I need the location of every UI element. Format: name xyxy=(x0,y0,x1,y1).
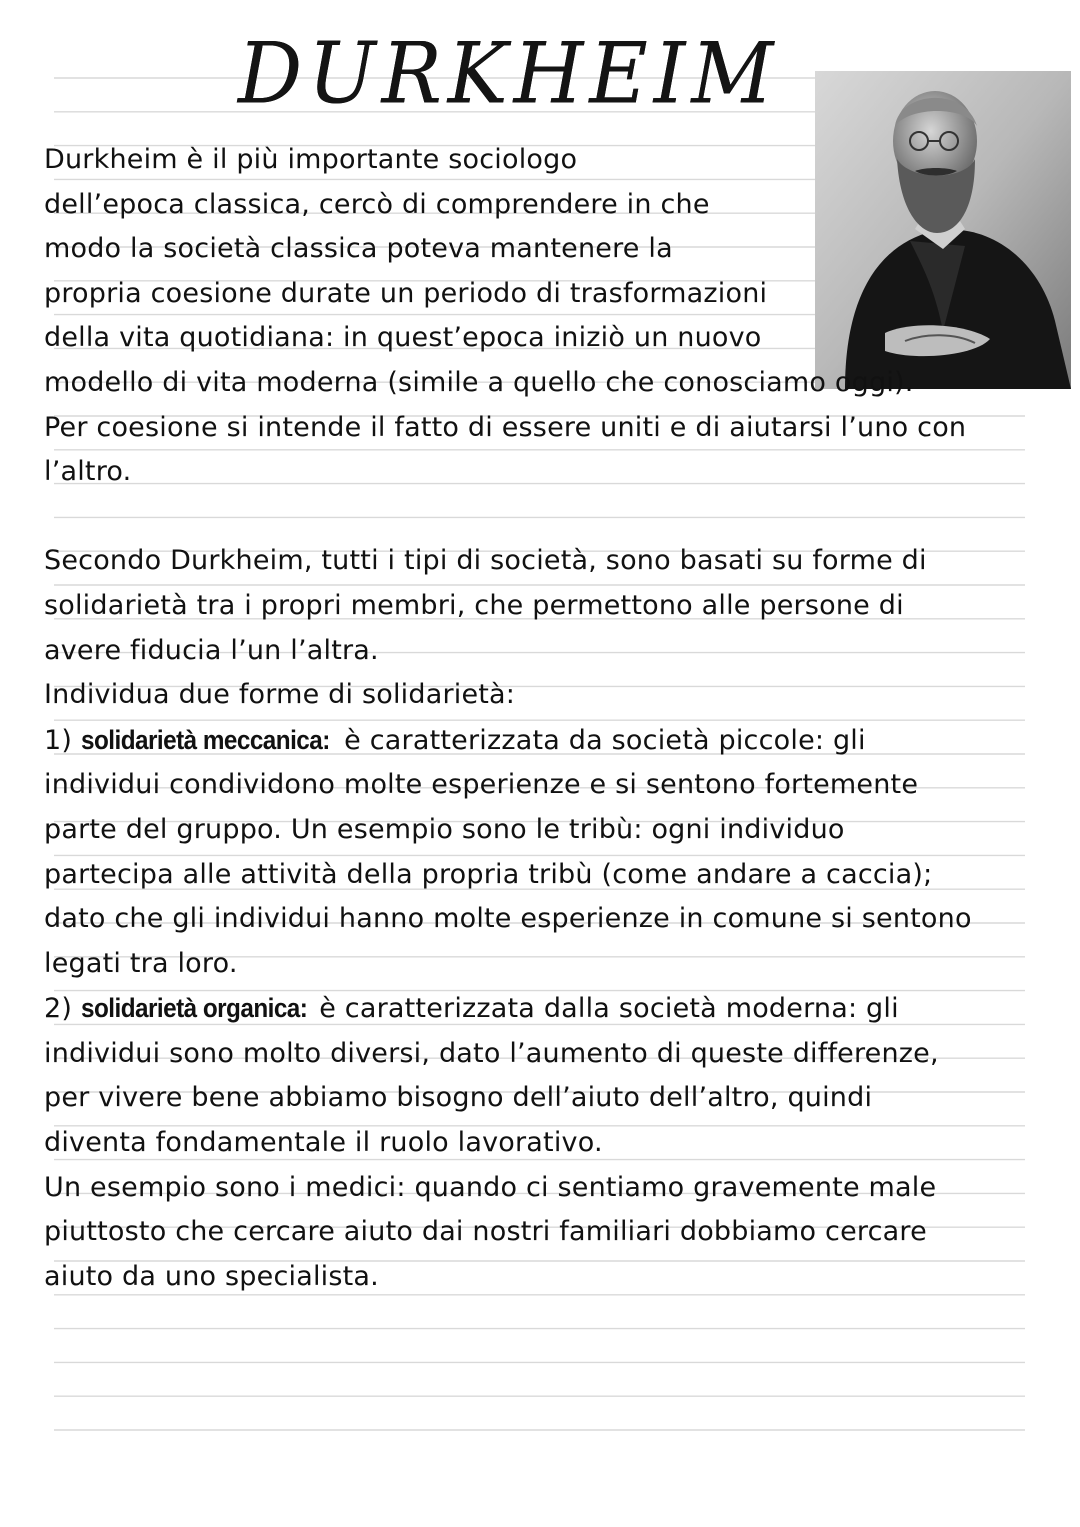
text-line: Durkheim è il più importante sociologo xyxy=(44,144,578,175)
text-line: per vivere bene abbiamo bisogno dell’aiuto dell’altro, quindi xyxy=(44,1082,873,1114)
text-line: Un esempio sono i medici: quando ci sentiamo gravemente male xyxy=(44,1171,937,1203)
text-line: parte del gruppo. Un esempio sono le tribù: ogni individuo xyxy=(44,813,845,845)
text-line: dato che gli individui hanno molte esperienze in comune si sentono xyxy=(44,903,972,935)
text-line: modo la società classica poteva mantenere la xyxy=(44,233,673,265)
text-line: legati tra loro. xyxy=(44,947,238,979)
text-line: individui sono molto diversi, dato l’aumento di queste differenze, xyxy=(44,1037,939,1069)
text-line: Secondo Durkheim, tutti i tipi di società, sono basati su forme di xyxy=(44,545,927,577)
text-line: diventa fondamentale il ruolo lavorativo. xyxy=(44,1127,603,1159)
text-line: piuttosto che cercare aiuto dai nostri familiari dobbiamo cercare xyxy=(44,1216,927,1248)
text-line: avere fiducia l’un l’altra. xyxy=(44,634,379,666)
text-line: Per coesione si intende il fatto di essere uniti e di aiutarsi l’uno con xyxy=(44,411,967,443)
text-line: propria coesione durate un periodo di trasformazioni xyxy=(44,277,768,309)
text-line: individui condividono molte esperienze e si sentono fortemente xyxy=(44,769,919,801)
text-line: l’altro. xyxy=(44,456,132,488)
text-line: dell’epoca classica, cercò di comprendere in che xyxy=(44,188,710,220)
text-line: Individua due forme di solidarietà: xyxy=(44,679,516,711)
text-line: modello di vita moderna (simile a quello che conosciamo oggi). xyxy=(44,366,914,398)
organic-heading-line xyxy=(44,986,1034,1032)
text-line: solidarietà tra i propri membri, che permettono alle persone di xyxy=(44,589,904,621)
page-title: DURKHEIM xyxy=(238,24,780,123)
solidarity-paragraph xyxy=(44,539,1034,1299)
intro-paragraph xyxy=(44,138,1034,495)
mechanical-term: solidarietà meccanica: xyxy=(80,724,330,755)
text-line: è caratterizzata da società piccole: gli xyxy=(344,724,866,756)
text-line: aiuto da uno specialista. xyxy=(44,1260,379,1292)
text-line: partecipa alle attività della propria tribù (come andare a caccia); xyxy=(44,858,933,890)
paragraph-gap xyxy=(44,495,1034,540)
list-number: 1) xyxy=(44,724,73,756)
organic-term: solidarietà organica: xyxy=(80,993,308,1024)
text-line: della vita quotidiana: in quest’epoca iniziò un nuovo xyxy=(44,322,762,354)
list-number: 2) xyxy=(44,993,73,1025)
mechanical-heading-line xyxy=(44,718,1034,764)
text-line: è caratterizzata dalla società moderna: gli xyxy=(319,993,899,1025)
body-text xyxy=(44,138,1034,1299)
